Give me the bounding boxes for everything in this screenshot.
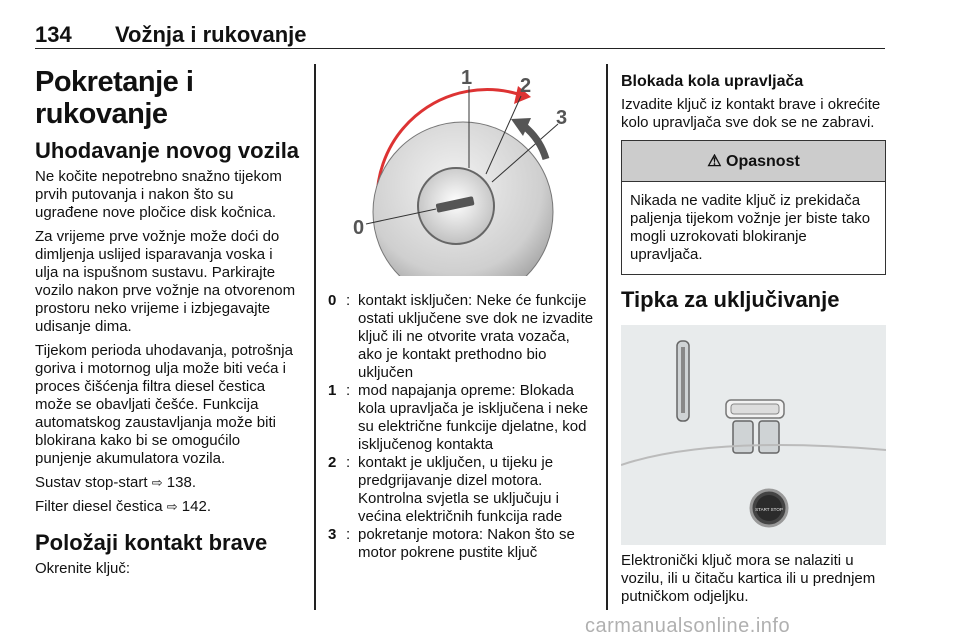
- position-label-1: 1: [461, 67, 473, 89]
- arrow-icon: ⇨: [166, 499, 178, 514]
- paragraph: Tijekom perioda uhodavanja, potrošnja goriva i motornog ulja može biti veća i proces čišćenja filtra diesel čestica može se obavljati češće. Funkcija automatskog zaustavljanja može biti blokirana kako bi se omogućilo punjenje akumulatora vozila.: [35, 342, 293, 467]
- position-label-2: 2: [520, 75, 532, 97]
- item-text: pokretanje motora: Nakon što se motor pokrene pustite ključ: [358, 526, 575, 561]
- subsection-title: Blokada kola upravljača: [621, 73, 804, 90]
- list-item: 3 : pokretanje motora: Nakon što se motor pokrene pustite ključ: [328, 526, 594, 562]
- item-number: 1: [328, 382, 337, 399]
- warning-title: Opasnost: [726, 153, 800, 170]
- subsection-title: Položaji kontakt brave: [35, 530, 268, 555]
- column-divider: [314, 64, 316, 610]
- warning-body: Nikada ne vadite ključ iz prekidača paljenja tijekom vožnje jer biste tako mogli uzrokovati blokiranje upravljača.: [630, 192, 871, 263]
- ignition-lock-illustration: [328, 64, 594, 276]
- cross-reference[interactable]: Filter diesel čestica ⇨ 142.: [35, 498, 211, 515]
- chapter-title: Vožnja i rukovanje: [115, 22, 307, 47]
- item-number: 0: [328, 292, 337, 309]
- position-label-3: 3: [556, 107, 568, 129]
- subsection-title: Tipka za uključivanje: [621, 287, 840, 312]
- page-number: 134: [35, 22, 72, 47]
- list-item: 2 : kontakt je uključen, u tijeku je predgrijavanje dizel motora. Kontrolna svjetla se uključuju i većina električnih funkcija rade: [328, 454, 594, 526]
- item-text: mod napajanja opreme: Blokada kola upravljača je isključena i neke su električne funkcije djelatne, kod isključenog kontakta: [358, 382, 589, 453]
- paragraph: Ne kočite nepotrebno snažno tijekom prvih putovanja i nakon što su ugrađene nove pločice disk kočnica.: [35, 168, 282, 221]
- item-text: kontakt je uključen, u tijeku je predgrijavanje dizel motora. Kontrolna svjetla se uključuju i većina električnih funkcija rade: [358, 454, 563, 525]
- start-button-illustration: [621, 325, 886, 545]
- column-divider: [606, 64, 608, 610]
- column-3: [621, 66, 886, 317]
- ignition-lock-figure: [328, 64, 594, 276]
- warning-header: [622, 141, 885, 182]
- page-header: [35, 22, 885, 49]
- start-stop-label: START STOP: [755, 507, 783, 512]
- list-item: 0 : kontakt isključen: Neke će funkcije ostati uključene sve dok ne izvadite ključ ili ne otvorite vrata vozača, ako je kontakt prethodno bio uključen: [328, 292, 594, 381]
- column-1: [35, 60, 300, 584]
- arrow-icon: ⇨: [151, 475, 163, 490]
- warning-triangle-icon: ⚠: [707, 153, 722, 170]
- paragraph: Elektronički ključ mora se nalaziti u vozilu, ili u čitaču kartica ili u prednjem putničkom odjeljku.: [621, 552, 876, 605]
- list-item: 1 : mod napajanja opreme: Blokada kola upravljača je isključena i neke su električne funkcije djelatne, kod isključenog kontakta: [328, 382, 594, 454]
- item-number: 2: [328, 454, 337, 471]
- paragraph: Izvadite ključ iz kontakt brave i okrećite kolo upravljača sve dok se ne zabravi.: [621, 96, 881, 131]
- section-title: Pokretanje i rukovanje: [35, 66, 194, 130]
- column-3-bottom: [621, 552, 886, 612]
- item-number: 3: [328, 526, 337, 543]
- ignition-positions-list: [328, 292, 594, 562]
- warning-box: [621, 140, 886, 275]
- position-label-0: 0: [353, 217, 365, 239]
- subsection-title: Uhodavanje novog vozila: [35, 138, 300, 163]
- paragraph: Okrenite ključ:: [35, 560, 131, 577]
- item-text: kontakt isključen: Neke će funkcije ostati uključene sve dok ne izvadite ključ ili ne otvorite vrata vozača, ako je kontakt prethodno bio uključen: [358, 292, 594, 381]
- start-button-figure: [621, 325, 886, 545]
- watermark: carmanualsonline.info: [585, 615, 791, 637]
- cross-reference[interactable]: Sustav stop-start ⇨ 138.: [35, 474, 196, 491]
- paragraph: Za vrijeme prve vožnje može doći do dimljenja uslijed isparavanja voska i ulja na ispušnom sustavu. Parkirajte vozilo nakon prve vožnje na otvorenom prostoru neko vrijeme i izbjegavajte udisanje dima.: [35, 228, 296, 335]
